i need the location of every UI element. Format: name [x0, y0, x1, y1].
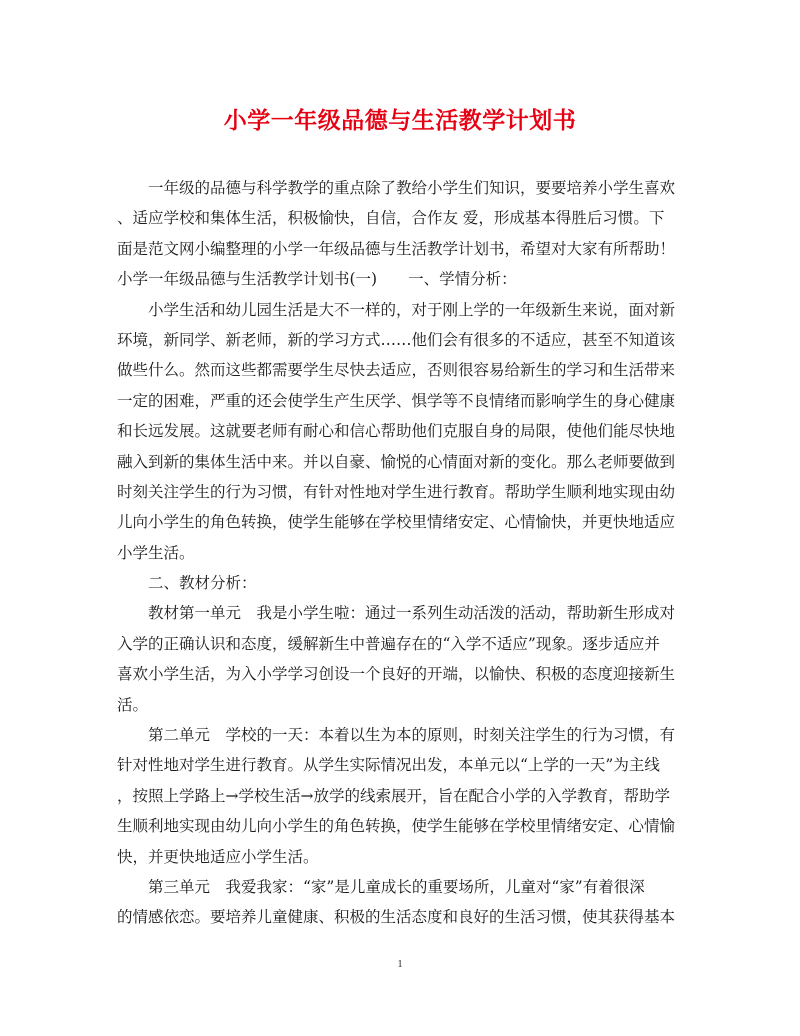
text-line: 和长远发展。这就要老师有耐心和信心帮助他们克服自身的局限，使他们能尽快地 — [117, 422, 676, 441]
text-line: 针对性地对学生进行教育。从学生实际情况出发，本单元以“上学的一天”为主线 — [117, 756, 660, 775]
document-body — [117, 173, 687, 933]
text-line: 快，并更快地适应小学生活。 — [117, 847, 319, 866]
text-line: ，按照上学路上→学校生活→放学的线索展开，旨在配合小学的入学教育，帮助学 — [117, 786, 670, 805]
text-line: 一年级的品德与科学教学的重点除了教给小学生们知识，要要培养小学生喜欢 — [148, 179, 676, 197]
text-line: 小学生活。 — [117, 543, 195, 562]
text-line: 时刻关注学生的行为习惯，有针对性地对学生进行教育。帮助学生顺利地实现由幼 — [117, 482, 676, 501]
text-line: 活。 — [117, 695, 149, 714]
section-heading: 二、教材分析： — [148, 574, 257, 593]
text-line: 生顺利地实现由幼儿向小学生的角色转换，使学生能够在学校里情绪安定、心情愉 — [117, 817, 676, 836]
text-line: 做些什么。然而这些都需要学生尽快去适应，否则很容易给新生的学习和生活带来 — [117, 361, 676, 380]
text-line: 小学一年级品德与生活教学计划书(一) 一、学情分析： — [117, 270, 517, 289]
text-line: 教材第一单元 我是小学生啦：通过一系列生动活泼的活动，帮助新生形成对 — [148, 604, 676, 623]
text-line: 环境，新同学、新老师，新的学习方式……他们会有很多的不适应，甚至不知道该 — [117, 330, 676, 349]
text-line: 喜欢小学生活，为入小学学习创设一个良好的开端，以愉快、积极的态度迎接新生 — [117, 665, 676, 684]
document-title: 小学一年级品德与生活教学计划书 — [223, 107, 577, 134]
text-line: 、适应学校和集体生活，积极愉快，自信，合作友 爱，形成基本得胜后习惯。下 — [117, 209, 665, 228]
text-line: 入学的正确认识和态度，缓解新生中普遍存在的“入学不适应”现象。逐步适应并 — [117, 634, 660, 653]
text-line: 融入到新的集体生活中来。并以自豪、愉悦的心情面对新的变化。那么老师要做到 — [117, 452, 676, 471]
text-line: 第二单元 学校的一天：本着以生为本的原则，时刻关注学生的行为习惯，有 — [148, 726, 676, 745]
text-line: 面是范文网小编整理的小学一年级品德与生活教学计划书，希望对大家有所帮助！ — [117, 239, 676, 258]
text-line: 一定的困难，严重的还会使学生产生厌学、惧学等不良情绪而影响学生的身心健康 — [117, 391, 676, 410]
text-line: 小学生活和幼儿园生活是大不一样的，对于刚上学的一年级新生来说，面对新 — [148, 300, 676, 319]
text-line: 儿向小学生的角色转换，使学生能够在学校里情绪安定、心情愉快，并更快地适应 — [117, 513, 676, 532]
page-number: 1 — [397, 958, 403, 970]
text-line: 第三单元 我爱我家：“家”是儿童成长的重要场所，儿童对“家”有着很深 — [148, 877, 645, 896]
text-line: 的情感依恋。要培养儿童健康、积极的生活态度和良好的生活习惯，使其获得基本 — [117, 908, 676, 927]
